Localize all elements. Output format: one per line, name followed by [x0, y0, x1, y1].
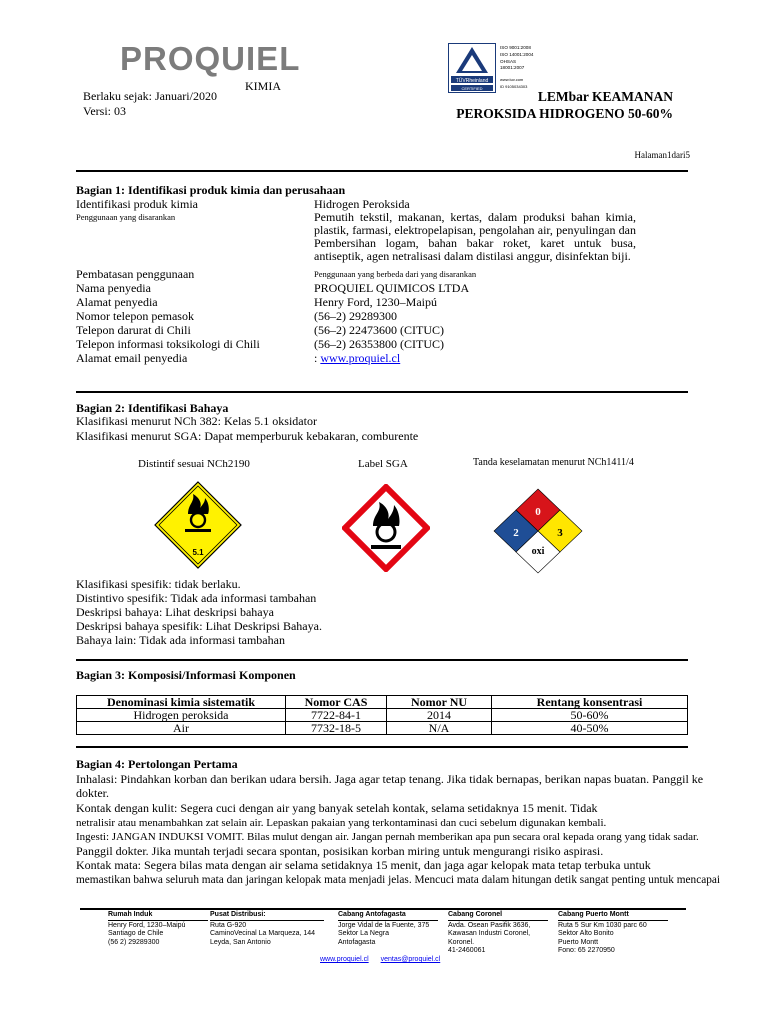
nfpa-hazard-diamond [491, 488, 585, 579]
emergency-phone-label: Telepon darurat di Chili [76, 323, 191, 337]
caption-distintif: Distintif sesuai NCh2190 [138, 458, 250, 470]
divider [76, 391, 688, 393]
footer-column-distribution [210, 911, 324, 947]
phone-value: (56–2) 29289300 [314, 309, 397, 323]
hazard-line-3: Deskripsi bahaya: Lihat deskripsi bahaya [76, 605, 274, 619]
column-header: Rentang konsentrasi [492, 696, 688, 709]
nfpa-reactivity-value: 3 [557, 527, 563, 539]
footer-line: (56 2) 29289300 [108, 938, 160, 946]
section-4-heading: Bagian 4: Pertolongan Pertama [76, 757, 238, 771]
restriction-value: Penggunaan yang berbeda dari yang disarankan [314, 269, 477, 279]
footer-line: Sektor Alto Bonito [558, 930, 614, 938]
product-label: Identifikasi produk kimia [76, 197, 198, 211]
footer-line: Kawasan Industri Coronel, [448, 930, 531, 938]
version-label: Versi: 03 [83, 104, 126, 118]
caption-nch1411: Tanda keselamatan menurut NCh1411/4 [473, 457, 634, 468]
website-link[interactable]: www.proquiel.cl [320, 351, 401, 365]
first-aid-line-2: dokter. [76, 786, 109, 800]
nfpa-fire-value: 0 [535, 506, 541, 518]
footer-line: Puerto Montt [558, 938, 599, 946]
footer-line: Henry Ford, 1230–Maipú [108, 922, 186, 930]
emergency-phone-value: (56–2) 22473600 (CITUC) [314, 323, 444, 337]
first-aid-line-3: Kontak dengan kulit: Segera cuci dengan air yang banyak setelah kontak, selama setidaknya 15 menit. Tidak [76, 801, 598, 815]
footer-divider [80, 908, 686, 910]
caption-sga: Label SGA [358, 458, 408, 470]
hazard-line-5: Bahaya lain: Tidak ada informasi tambahan [76, 633, 285, 647]
table-cell: 50-60% [492, 709, 688, 722]
address-value: Henry Ford, 1230–Maipú [314, 295, 437, 309]
table-cell: 7722-84-1 [286, 709, 387, 722]
document-title-line2: PEROKSIDA HIDROGENO 50-60% [456, 106, 673, 121]
footer-line: Sektor La Negra [338, 930, 389, 938]
footer-column-title: Pusat Distribusi: [210, 911, 324, 921]
product-value: Hidrogen Peroksida [314, 197, 410, 211]
table-row [77, 709, 688, 722]
divider [76, 170, 688, 172]
company-logo-subtitle: KIMIA [245, 79, 281, 93]
footer-line: CaminoVecinal La Marqueza, 144 [210, 930, 316, 938]
column-header: Denominasi kimia sistematik [77, 696, 286, 709]
effective-date: Berlaku sejak: Januari/2020 [83, 89, 217, 103]
divider [76, 659, 688, 661]
phone-label: Nomor telepon pemasok [76, 309, 194, 323]
svg-text:ISO 14001:2004: ISO 14001:2004 [500, 52, 534, 57]
placard-class-number: 5.1 [192, 548, 204, 557]
footer-column-title: Rumah Induk [108, 911, 208, 921]
hazard-line-1: Klasifikasi spesifik: tidak berlaku. [76, 577, 241, 591]
table-cell: 40-50% [492, 722, 688, 735]
table-row [77, 722, 688, 735]
footer-line: Avda. Osean Pasifik 3636, [448, 922, 531, 930]
first-aid-line-7: Kontak mata: Segera bilas mata dengan air selama setidaknya 15 menit, dan jaga agar kelopak mata tetap terbuka untuk [76, 858, 651, 872]
recommended-use-label: Penggunaan yang disarankan [76, 212, 176, 222]
classification-sga: Klasifikasi menurut SGA: Dapat memperburuk kebakaran, comburente [76, 429, 419, 443]
table-cell: Hidrogen peroksida [77, 709, 286, 722]
supplier-value: PROQUIEL QUIMICOS LTDA [314, 281, 470, 295]
footer-column-coronel [448, 911, 548, 955]
hazard-line-4: Deskripsi bahaya spesifik: Lihat Deskripsi Bahaya. [76, 619, 322, 633]
section-3-heading: Bagian 3: Komposisi/Informasi Komponen [76, 668, 296, 682]
first-aid-line-6: Panggil dokter. Jika muntah terjadi secara spontan, posisikan korban miring untuk mengurangi risiko aspirasi. [76, 844, 604, 858]
footer-column-title: Cabang Coronel [448, 911, 548, 921]
section-2-heading: Bagian 2: Identifikasi Bahaya [76, 401, 229, 415]
footer-column-title: Cabang Antofagasta [338, 911, 438, 921]
svg-text:ID 9105034303: ID 9105034303 [500, 84, 528, 89]
first-aid-line-8: memastikan bahwa seluruh mata dan jaringan kelopak mata menjadi jelas. Mencuci mata dalam hitungan detik sangat penting untuk mencapai [76, 874, 721, 886]
column-header: Nomor NU [387, 696, 492, 709]
table-cell: N/A [387, 722, 492, 735]
table-cell: 2014 [387, 709, 492, 722]
footer-column-antofagasta [338, 911, 438, 947]
svg-text:18001:2007: 18001:2007 [500, 65, 525, 70]
section-1-heading: Bagian 1: Identifikasi produk kimia dan perusahaan [76, 183, 346, 197]
divider [76, 746, 688, 748]
nfpa-special-value: oxi [531, 546, 545, 557]
email-label: Alamat email penyedia [76, 351, 188, 365]
address-label: Alamat penyedia [76, 295, 158, 309]
footer-line: Ruta 5 Sur Km 1030 parc 60 [558, 922, 647, 930]
company-logo: PROQUIEL [120, 40, 301, 77]
svg-text:OHSAS: OHSAS [500, 59, 517, 64]
footer-column-head-office [108, 911, 208, 947]
first-aid-line-4: netralisir atau menambahkan zat selain air. Lepaskan pakaian yang terkontaminasi dan cuci sebelum digunakan kembali. [76, 817, 607, 829]
footer-column-title: Cabang Puerto Montt [558, 911, 668, 921]
table-cell: 7732-18-5 [286, 722, 387, 735]
footer-line: Santiago de Chile [108, 930, 164, 938]
first-aid-line-5: Ingesti: JANGAN INDUKSI VOMIT. Bilas mulut dengan air. Jangan pernah memberikan apa pun secara oral kepada orang yang tidak sadar. [76, 831, 699, 843]
toxicology-phone-label: Telepon informasi toksikologi di Chili [76, 337, 260, 351]
email-prefix: : [314, 351, 321, 365]
nfpa-health-value: 2 [513, 527, 519, 539]
footer-links [320, 956, 450, 963]
first-aid-line-1: Inhalasi: Pindahkan korban dan berikan udara bersih. Jaga agar tetap tenang. Jika tidak bernapas, berikan napas buatan. Panggil ke [76, 772, 704, 786]
footer-website-link[interactable]: www.proquiel.cl [320, 956, 369, 963]
hazard-line-2: Distintivo spesifik: Tidak ada informasi tambahan [76, 591, 317, 605]
table-cell: Air [77, 722, 286, 735]
restriction-label: Pembatasan penggunaan [76, 267, 195, 281]
composition-table [76, 695, 688, 735]
svg-text:www.tuv.com: www.tuv.com [500, 77, 524, 82]
table-header-row [77, 696, 688, 709]
footer-line: Antofagasta [338, 938, 376, 946]
footer-column-puerto-montt [558, 911, 668, 955]
recommended-use-value: Pemutih tekstil, makanan, kertas, dalam produksi bahan kimia, plastik, farmasi, elektropelapisan, pengolahan air, penyulingan dan Pembersihan logam, bahan bakar roket, karet untuk busa, antiseptik, agen netralisasi dalam distilasi anggur, disinfektan biji. [314, 210, 636, 263]
footer-line: Jorge Vidal de la Fuente, 375 [338, 922, 430, 930]
toxicology-phone-value: (56–2) 26353800 (CITUC) [314, 337, 444, 351]
svg-text:CERTIFIED: CERTIFIED [461, 86, 483, 91]
classification-nch382: Klasifikasi menurut NCh 382: Kelas 5.1 oksidator [76, 414, 317, 428]
footer-email-link[interactable]: ventas@proquiel.cl [380, 956, 441, 963]
oxidizer-class-placard [153, 480, 243, 575]
svg-text:TÜVRheinland: TÜVRheinland [455, 78, 489, 84]
footer-line: Leyda, San Antonio [210, 938, 271, 946]
tuv-certification-seal [448, 43, 550, 93]
ghs-oxidizer-pictogram [342, 484, 430, 577]
supplier-label: Nama penyedia [76, 281, 151, 295]
document-title-line1: LEMbar KEAMANAN [537, 89, 673, 104]
footer-line: Koronel. [448, 938, 475, 946]
footer-line: Ruta G-920 [210, 922, 247, 930]
column-header: Nomor CAS [286, 696, 387, 709]
footer-line: Fono: 65 2270950 [558, 946, 615, 954]
svg-text:ISO 9001:2008: ISO 9001:2008 [500, 45, 531, 50]
footer-line: 41-2460061 [448, 946, 486, 954]
page-number: Halaman1dari5 [634, 150, 690, 160]
